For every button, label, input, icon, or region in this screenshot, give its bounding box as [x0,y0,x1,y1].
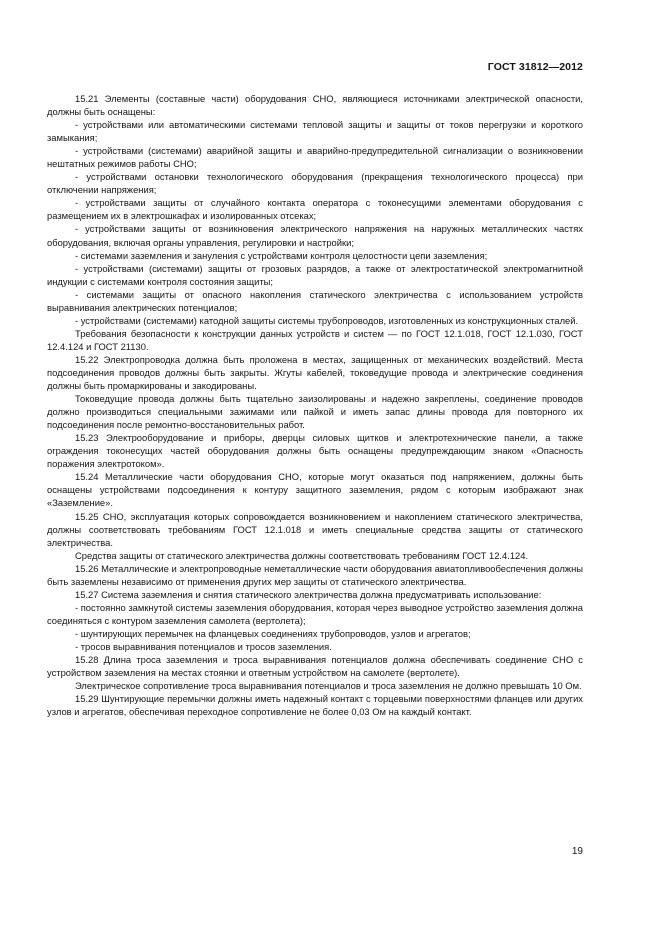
list-item-contact-protection: - устройствами защиты от случайного контакта оператора с токонесущими элементами оборудования с размещением их в электрошкафах и изолированных отсеках; [47,197,583,222]
paragraph-resistance: Электрическое сопротивление троса выравнивания потенциалов и троса заземления не должно превышать 10 Ом. [75,680,582,692]
paragraph-15-25: 15.25 СНО, эксплуатация которых сопровождается возникновением и накоплением статического электричества, должны соответствовать требованиям ГОСТ 12.1.018 и иметь специальные средства защиты от статического электричества. [47,510,583,548]
list-item-overload-protection: - устройствами или автоматическими системами тепловой защиты и защиты от токов перегрузки и короткого замыкания; [47,119,583,144]
list-item-cables: - тросов выравнивания потенциалов и тросов заземления. [75,640,332,652]
list-item-grounding-systems: - системами заземления и зануления с устройствами контроля целостности цепи заземления; [75,249,488,261]
list-item-lightning-protection: - устройствами (системами) защиты от грозовых разрядов, а также от электростатической электромагнитной индукции с системами контроля состояния защиты; [47,262,583,287]
document-body [47,92,583,718]
paragraph-wire-insulation: Токоведущие провода должны быть тщательно заизолированы и надежно закреплены, соединение проводов должно производиться специальными зажимами или пайкой и иметь запас длины провода для повторного их подсоединения после ремонтно-восстановительных работ. [47,393,583,431]
list-item-cathodic-protection: - устройствами (системами) катодной защиты системы трубопроводов, изготовленных из конструкционных сталей. [75,314,579,326]
page-number: 19 [571,846,583,857]
paragraph-15-29: 15.29 Шунтирующие перемычки должны иметь надежный контакт с торцевыми поверхностями фланцев или других узлов и агрегатов, обеспечивая переходное сопротивление не более 0,03 Ом на каждый контакт. [47,693,583,718]
paragraph-15-26: 15.26 Металлические и электропроводные неметаллические части оборудования авиатопливообеспечения должны быть заземлены независимо от применения других мер защиты от статического электричества. [47,562,583,587]
list-item-voltage-protection: - устройствами защиты от возникновения электрического напряжения на наружных металлических частях оборудования, включая органы управления, регулировки и настройки; [47,223,583,248]
list-item-static-protection: - системами защиты от опасного накопления статического электричества с использованием устройств выравнивания электрических потенциалов; [47,288,583,313]
list-item-bonding-jumpers: - шунтирующих перемычек на фланцевых соединениях трубопроводов, узлов и агрегатов; [75,627,471,639]
document-code-header: ГОСТ 31812—2012 [487,61,583,73]
list-item-emergency-protection: - устройствами (системами) аварийной защиты и аварийно-предупредительной сигнализации о возникновении нештатных режимов работы СНО; [47,145,583,170]
paragraph-15-23: 15.23 Электрооборудование и приборы, дверцы силовых щитков и электротехнические панели, а также ограждения токонесущих частей оборудования должны быть оснащены предупреждающим знаком «Опасность поражения электротоком». [47,432,583,470]
paragraph-static-means: Средства защиты от статического электричества должны соответствовать требованиям ГОСТ 12.4.124. [75,549,529,561]
paragraph-15-24: 15.24 Металлические части оборудования СНО, которые могут оказаться под напряжением, должны быть оснащены устройствами подсоединения к контуру защитного заземления, рядом с которым изображают знак «Заземление». [47,471,583,509]
paragraph-safety-requirements: Требования безопасности к конструкции данных устройств и систем — по ГОСТ 12.1.018, ГОСТ 12.1.030, ГОСТ 12.4.124 и ГОСТ 21130. [47,327,583,352]
paragraph-15-27: 15.27 Система заземления и снятия статического электричества должна предусматривать использование: [75,588,542,600]
list-item-shutdown-devices: - устройствами остановки технологического оборудования (прекращения технологического процесса) при отключении напряжения; [47,171,583,196]
paragraph-15-22: 15.22 Электропроводка должна быть проложена в местах, защищенных от механических воздействий. Места подсоединения проводов должны быть закрыты. Жгуты кабелей, токоведущие провода и электрические соединения должны быть промаркированы и закодированы. [47,353,583,392]
paragraph-15-28: 15.28 Длина троса заземления и троса выравнивания потенциалов должна обеспечивать соединение СНО с устройством заземления на местах стоянки и ответным устройством на самолете (вертолете). [47,654,583,679]
paragraph-15-21: 15.21 Элементы (составные части) оборудования СНО, являющиеся источниками электрической опасности, должны быть оснащены: [47,93,583,118]
list-item-closed-grounding: - постоянно замкнутой системы заземления оборудования, которая через выводное устройство заземления должна соединяться с контуром заземления самолета (вертолета); [47,601,583,626]
